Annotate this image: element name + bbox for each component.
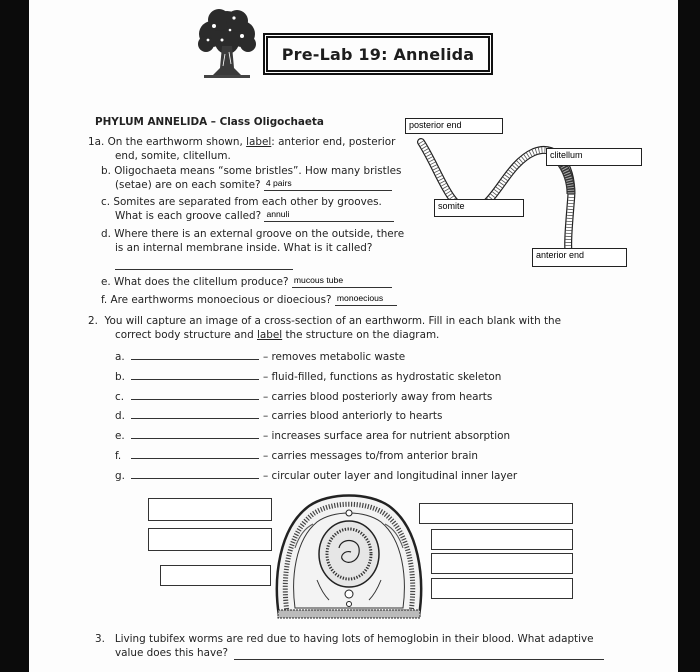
- answer-text: 4 pairs: [265, 177, 292, 188]
- answer-blank[interactable]: [131, 468, 259, 479]
- label-clitellum: clitellum: [546, 148, 642, 166]
- question-3: [95, 633, 655, 660]
- item-letter: d.: [115, 410, 125, 423]
- question-text: is an internal membrane inside. What is it called?: [115, 241, 373, 254]
- question-number: c.: [101, 196, 111, 208]
- scan-left-border: [0, 0, 29, 672]
- item-description: – removes metabolic waste: [263, 351, 406, 363]
- item-description: – carries blood posteriorly away from hearts: [263, 390, 493, 403]
- question-text: : anterior end, posterior: [271, 136, 396, 148]
- underlined-word: label: [257, 328, 283, 341]
- answer-blank[interactable]: [131, 389, 259, 400]
- question-text: Living tubifex worms are red due to having lots of hemoglobin in their blood. What adaptive: [114, 633, 594, 645]
- item-letter: b.: [115, 370, 125, 383]
- answer-text: annuli: [266, 208, 290, 219]
- question-number: e.: [101, 276, 111, 288]
- question-text: Where there is an external groove on the outside, there: [114, 228, 405, 240]
- list-item: [115, 348, 635, 368]
- item-description: – carries blood anteriorly to hearts: [263, 410, 443, 423]
- underlined-word: label: [246, 136, 272, 148]
- cross-section-label-box[interactable]: [148, 498, 272, 521]
- label-anterior-end: anterior end: [532, 248, 627, 267]
- question-1c: [101, 196, 411, 223]
- question-text: Somites are separated from each other by grooves.: [113, 196, 382, 208]
- question-1f: [101, 294, 441, 308]
- page-title: Pre-Lab 19: Annelida: [266, 36, 490, 72]
- label-posterior-end: posterior end: [405, 118, 503, 134]
- question-1b: [101, 165, 411, 192]
- question-text: Oligochaeta means “some bristles”. How many bristles: [114, 165, 402, 177]
- question-number: f.: [101, 294, 108, 306]
- label-somite: somite: [434, 199, 524, 217]
- list-item: [115, 427, 635, 447]
- question-1d: [101, 228, 411, 255]
- cross-section-label-box[interactable]: [148, 528, 272, 551]
- item-description: – carries messages to/from anterior brain: [263, 449, 478, 462]
- question-text: What does the clitellum produce?: [114, 276, 289, 288]
- question-2: [88, 315, 648, 342]
- answer-line-3[interactable]: [234, 659, 604, 660]
- question-number: 1a.: [88, 136, 105, 148]
- question-text: What is each groove called?: [115, 209, 262, 222]
- structure-list: [115, 348, 635, 487]
- tree-logo-icon: [192, 6, 262, 82]
- cross-section-label-box[interactable]: [419, 503, 573, 524]
- question-1e: [101, 276, 421, 290]
- section-heading: PHYLUM ANNELIDA – Class Oligochaeta: [95, 116, 324, 128]
- question-text: Are earthworms monoecious or dioecious?: [110, 294, 332, 306]
- answer-blank[interactable]: [131, 349, 259, 360]
- question-number: 2.: [88, 315, 98, 327]
- cross-section-label-box[interactable]: [431, 529, 573, 550]
- question-number: b.: [101, 165, 111, 177]
- cross-section-label-box[interactable]: [431, 578, 573, 599]
- item-description: – circular outer layer and longitudinal inner layer: [263, 469, 518, 482]
- item-description: – increases surface area for nutrient absorption: [263, 430, 511, 443]
- question-text: end, somite, clitellum.: [115, 149, 231, 162]
- answer-blank[interactable]: [131, 408, 259, 419]
- item-letter: f.: [115, 449, 122, 462]
- answer-line-1d[interactable]: [115, 269, 293, 270]
- item-letter: g.: [115, 469, 125, 482]
- answer-text: mucous tube: [293, 275, 344, 285]
- item-letter: e.: [115, 430, 125, 443]
- question-text: correct body structure and: [115, 328, 257, 341]
- question-text: (setae) are on each somite?: [115, 178, 261, 191]
- question-number: 3.: [95, 633, 105, 645]
- question-text: value does this have?: [115, 646, 229, 659]
- answer-blank[interactable]: [131, 448, 259, 459]
- list-item: [115, 447, 635, 467]
- cross-section-label-box[interactable]: [431, 553, 573, 574]
- answer-blank[interactable]: [131, 369, 259, 380]
- item-letter: c.: [115, 390, 125, 403]
- question-text: the structure on the diagram.: [282, 328, 440, 341]
- answer-text: monoecious: [336, 293, 384, 303]
- question-text: You will capture an image of a cross-section of an earthworm. Fill in each blank with the: [104, 315, 562, 327]
- scan-right-border: [678, 0, 700, 672]
- question-text: On the earthworm shown,: [107, 136, 247, 148]
- earthworm-cross-section-diagram: [269, 488, 429, 622]
- answer-line[interactable]: [292, 276, 392, 288]
- cross-section-label-box[interactable]: [160, 565, 271, 586]
- list-item: [115, 467, 635, 487]
- item-description: – fluid-filled, functions as hydrostatic skeleton: [263, 370, 502, 383]
- list-item: [115, 368, 635, 388]
- answer-line[interactable]: [264, 210, 394, 222]
- answer-blank[interactable]: [131, 428, 259, 439]
- answer-line[interactable]: [264, 179, 392, 191]
- answer-line[interactable]: [335, 294, 397, 306]
- worksheet-page: [29, 0, 678, 672]
- question-1a: [88, 136, 410, 163]
- list-item: [115, 407, 635, 427]
- item-letter: a.: [115, 351, 125, 363]
- question-number: d.: [101, 228, 111, 240]
- list-item: [115, 388, 635, 408]
